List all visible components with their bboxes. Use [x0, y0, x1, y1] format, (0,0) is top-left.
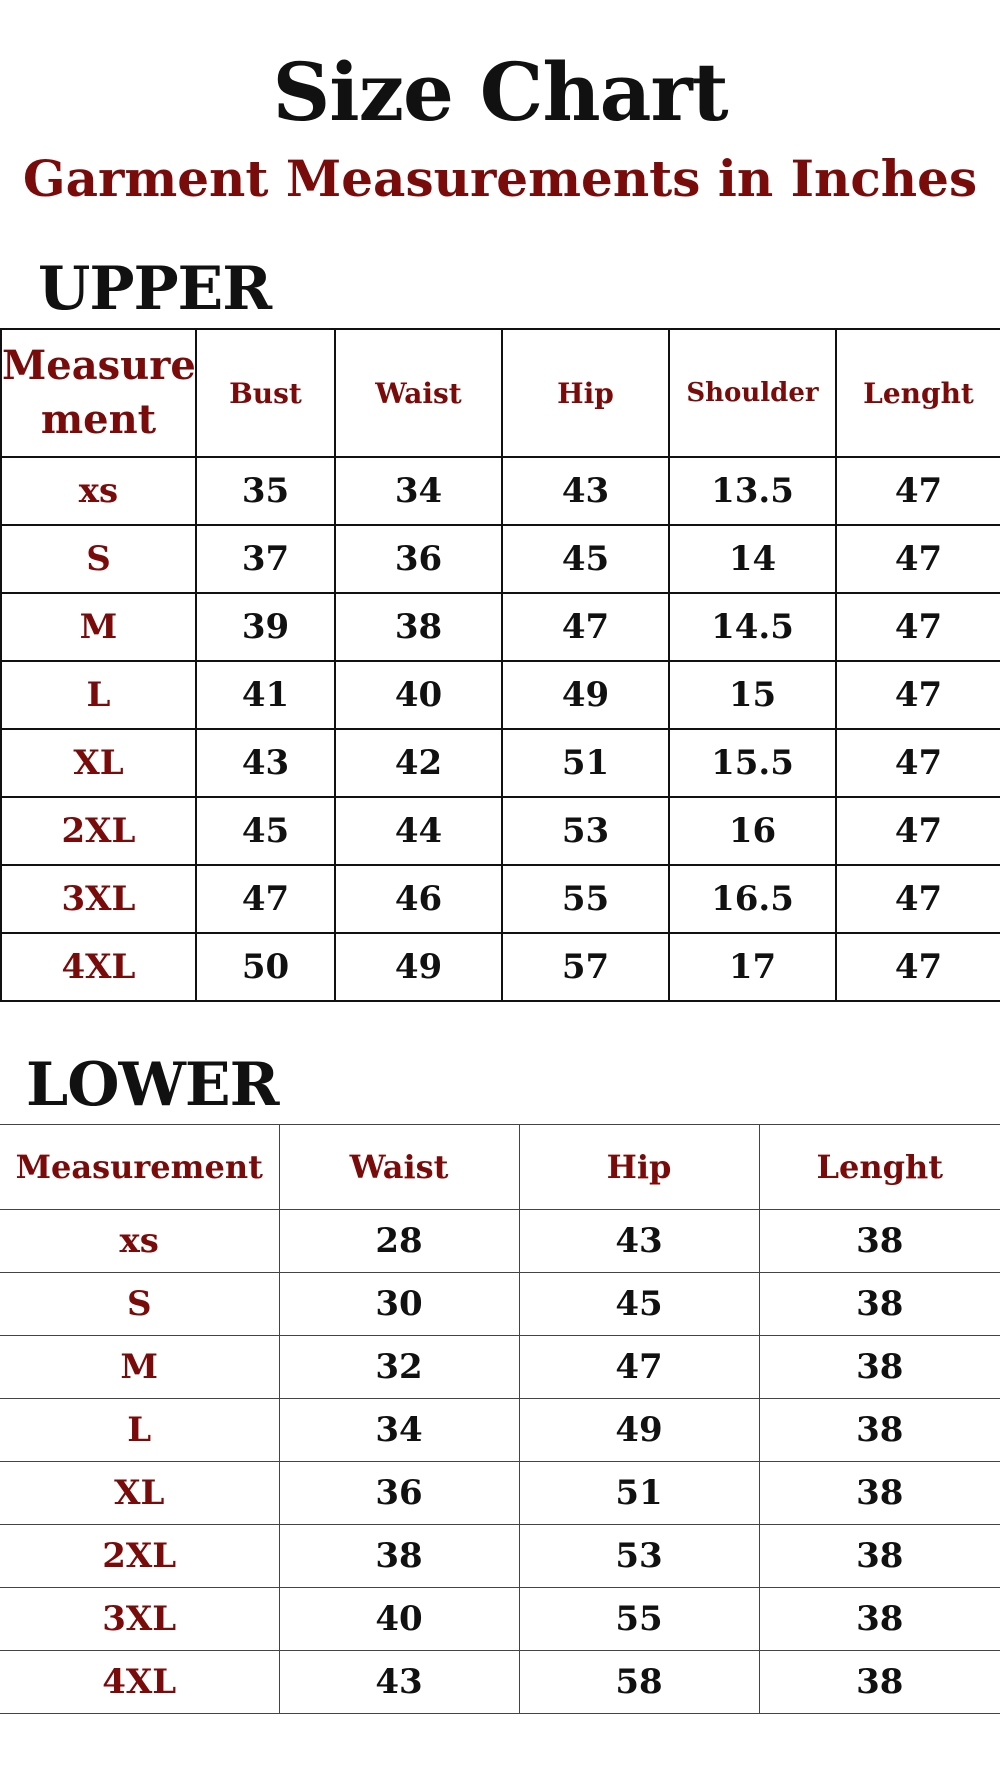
length-cell: 47	[836, 797, 1000, 865]
upper-header-bust: Bust	[196, 329, 335, 457]
waist-cell: 42	[335, 729, 502, 797]
length-cell: 38	[759, 1210, 1000, 1273]
page-subtitle: Garment Measurements in Inches	[22, 149, 978, 208]
shoulder-cell: 13.5	[669, 457, 836, 525]
shoulder-cell: 15.5	[669, 729, 836, 797]
bust-cell: 39	[196, 593, 335, 661]
upper-header-length: Lenght	[836, 329, 1000, 457]
hip-cell: 57	[502, 933, 669, 1001]
hip-cell: 45	[502, 525, 669, 593]
table-row	[0, 1651, 1000, 1714]
waist-cell: 36	[279, 1462, 519, 1525]
bust-cell: 45	[196, 797, 335, 865]
table-row	[1, 661, 1000, 729]
table-row	[0, 1588, 1000, 1651]
size-cell: XL	[1, 729, 196, 797]
length-cell: 47	[836, 593, 1000, 661]
length-cell: 47	[836, 865, 1000, 933]
upper-header-measurement: Measure ment	[1, 329, 196, 457]
bust-cell: 35	[196, 457, 335, 525]
length-cell: 38	[759, 1336, 1000, 1399]
hip-cell: 51	[502, 729, 669, 797]
hip-cell: 43	[502, 457, 669, 525]
upper-section-title: UPPER	[38, 254, 272, 324]
shoulder-cell: 15	[669, 661, 836, 729]
hip-cell: 51	[519, 1462, 759, 1525]
table-row	[1, 593, 1000, 661]
waist-cell: 30	[279, 1273, 519, 1336]
table-row	[0, 1399, 1000, 1462]
waist-cell: 44	[335, 797, 502, 865]
table-row	[0, 1525, 1000, 1588]
waist-cell: 38	[335, 593, 502, 661]
shoulder-cell: 16.5	[669, 865, 836, 933]
waist-cell: 34	[279, 1399, 519, 1462]
size-cell: 2XL	[0, 1525, 279, 1588]
shoulder-cell: 16	[669, 797, 836, 865]
waist-cell: 43	[279, 1651, 519, 1714]
upper-size-table	[0, 328, 1000, 1002]
length-cell: 47	[836, 729, 1000, 797]
length-cell: 47	[836, 525, 1000, 593]
length-cell: 47	[836, 933, 1000, 1001]
hip-cell: 55	[502, 865, 669, 933]
length-cell: 38	[759, 1588, 1000, 1651]
length-cell: 38	[759, 1399, 1000, 1462]
waist-cell: 46	[335, 865, 502, 933]
waist-cell: 40	[279, 1588, 519, 1651]
table-row	[1, 729, 1000, 797]
table-row	[0, 1273, 1000, 1336]
size-cell: 3XL	[1, 865, 196, 933]
bust-cell: 43	[196, 729, 335, 797]
bust-cell: 47	[196, 865, 335, 933]
length-cell: 47	[836, 457, 1000, 525]
length-cell: 38	[759, 1651, 1000, 1714]
waist-cell: 49	[335, 933, 502, 1001]
size-cell: 2XL	[1, 797, 196, 865]
waist-cell: 36	[335, 525, 502, 593]
length-cell: 38	[759, 1273, 1000, 1336]
shoulder-cell: 14	[669, 525, 836, 593]
lower-header-length: Lenght	[759, 1125, 1000, 1210]
table-row	[1, 865, 1000, 933]
size-cell: M	[1, 593, 196, 661]
shoulder-cell: 17	[669, 933, 836, 1001]
size-cell: L	[1, 661, 196, 729]
lower-size-table	[0, 1124, 1000, 1714]
table-row	[0, 1336, 1000, 1399]
table-row	[0, 1210, 1000, 1273]
table-row	[1, 457, 1000, 525]
hip-cell: 47	[502, 593, 669, 661]
waist-cell: 38	[279, 1525, 519, 1588]
size-cell: M	[0, 1336, 279, 1399]
upper-header-waist: Waist	[335, 329, 502, 457]
size-cell: L	[0, 1399, 279, 1462]
hip-cell: 58	[519, 1651, 759, 1714]
hip-cell: 49	[519, 1399, 759, 1462]
lower-header-waist: Waist	[279, 1125, 519, 1210]
size-cell: xs	[0, 1210, 279, 1273]
table-row	[0, 1462, 1000, 1525]
table-header-row	[1, 329, 1000, 457]
size-cell: XL	[0, 1462, 279, 1525]
upper-header-hip: Hip	[502, 329, 669, 457]
table-row	[1, 797, 1000, 865]
hip-cell: 53	[502, 797, 669, 865]
lower-header-hip: Hip	[519, 1125, 759, 1210]
hip-cell: 45	[519, 1273, 759, 1336]
size-cell: xs	[1, 457, 196, 525]
length-cell: 47	[836, 661, 1000, 729]
page-title: Size Chart	[272, 45, 728, 139]
lower-section-title: LOWER	[26, 1050, 279, 1120]
shoulder-cell: 14.5	[669, 593, 836, 661]
hip-cell: 55	[519, 1588, 759, 1651]
lower-header-measurement: Measurement	[0, 1125, 279, 1210]
size-cell: 4XL	[0, 1651, 279, 1714]
hip-cell: 49	[502, 661, 669, 729]
length-cell: 38	[759, 1525, 1000, 1588]
waist-cell: 34	[335, 457, 502, 525]
bust-cell: 37	[196, 525, 335, 593]
hip-cell: 53	[519, 1525, 759, 1588]
size-cell: S	[1, 525, 196, 593]
waist-cell: 40	[335, 661, 502, 729]
length-cell: 38	[759, 1462, 1000, 1525]
table-row	[1, 525, 1000, 593]
size-cell: 4XL	[1, 933, 196, 1001]
bust-cell: 50	[196, 933, 335, 1001]
size-cell: 3XL	[0, 1588, 279, 1651]
hip-cell: 47	[519, 1336, 759, 1399]
waist-cell: 32	[279, 1336, 519, 1399]
hip-cell: 43	[519, 1210, 759, 1273]
waist-cell: 28	[279, 1210, 519, 1273]
table-header-row	[0, 1125, 1000, 1210]
table-row	[1, 933, 1000, 1001]
bust-cell: 41	[196, 661, 335, 729]
size-cell: S	[0, 1273, 279, 1336]
upper-header-shoulder: Shoulder	[669, 329, 836, 457]
